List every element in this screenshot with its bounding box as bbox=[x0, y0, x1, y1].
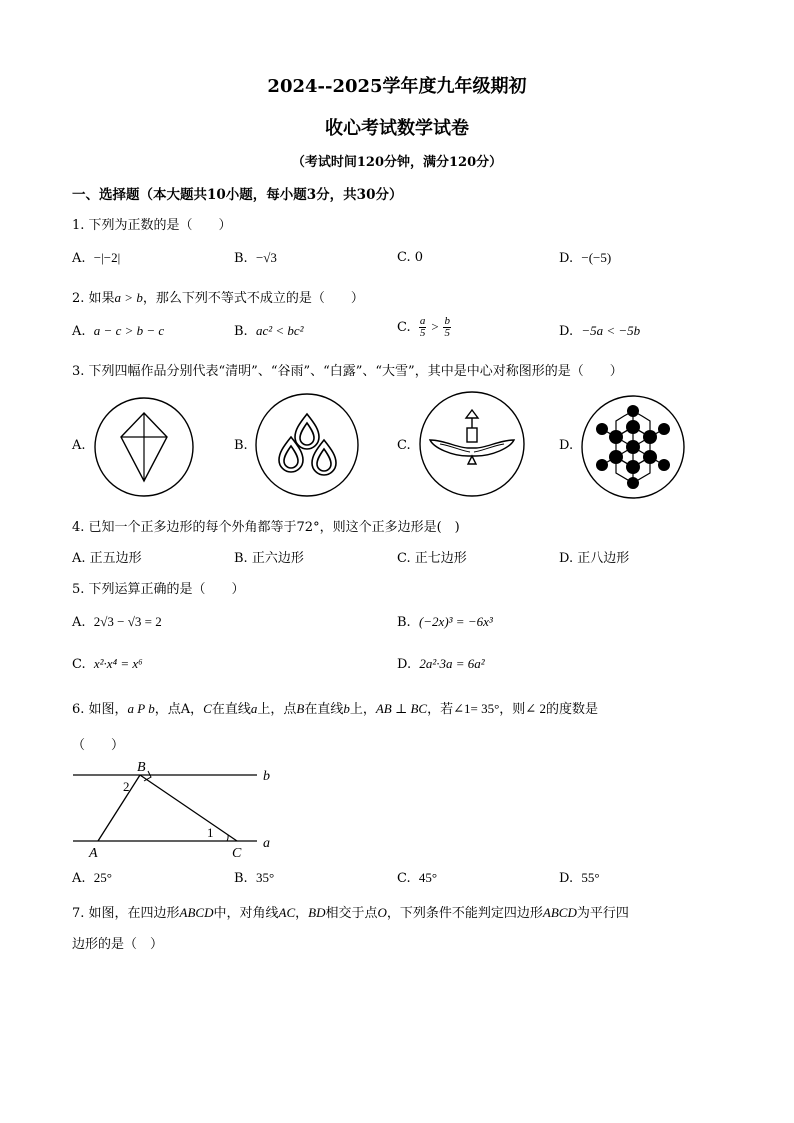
q3-option-b-label: B. bbox=[234, 438, 248, 453]
q6-label-A: A bbox=[89, 846, 98, 861]
q4-option-a: A. 正五边形 bbox=[72, 551, 142, 566]
question-6-stem-line2: （ ） bbox=[72, 738, 125, 753]
question-5-stem: 5. 下列运算正确的是（ ） bbox=[72, 582, 245, 597]
q6-label-line-b: b bbox=[263, 769, 270, 784]
q6-label-B: B bbox=[137, 760, 146, 775]
question-6-stem: 6. 如图，a P b，点A，C在直线a上，点B在直线b上，AB ⊥ BC，若∠1= 35°，则∠ 2的度数是 bbox=[72, 701, 598, 717]
question-4-stem: 4. 已知一个正多边形的每个外角都等于72°，则这个正多边形是( ) bbox=[72, 520, 460, 535]
q5-option-b: B. (−2x)³ = −6x³ bbox=[397, 614, 493, 630]
q4-option-c: C. 正七边形 bbox=[397, 551, 467, 566]
q5-option-a: A. 2√3 − √3 = 2 bbox=[72, 614, 162, 630]
q4-option-d: D. 正八边形 bbox=[559, 551, 630, 566]
q3-figure-d bbox=[580, 394, 686, 500]
q1-option-b: B. −√3 bbox=[234, 250, 277, 266]
q6-option-b: B. 35° bbox=[234, 870, 275, 886]
question-1-stem: 1. 下列为正数的是（ ） bbox=[72, 218, 232, 233]
question-3-stem: 3. 下列四幅作品分别代表“清明”、“谷雨”、“白露”、“大雪”，其中是中心对称图形的是（ ） bbox=[72, 364, 623, 379]
q6-label-line-a: a bbox=[263, 836, 270, 851]
q2-option-b: B. ac² < bc² bbox=[234, 323, 304, 339]
q4-option-b: B. 正六边形 bbox=[234, 551, 304, 566]
q1-option-d: D. −(−5) bbox=[559, 250, 612, 266]
q2-option-a: A. a − c > b − c bbox=[72, 323, 165, 339]
q6-label-angle-1: 1 bbox=[207, 825, 214, 840]
q3-option-d-label: D. bbox=[559, 438, 574, 453]
exam-title-line2: 收心考试数学试卷 bbox=[325, 118, 469, 139]
exam-info: （考试时间120分钟，满分120分） bbox=[291, 155, 503, 170]
q5-option-c: C. x²·x⁴ = x⁶ bbox=[72, 656, 143, 672]
q6-figure bbox=[70, 756, 285, 862]
q6-option-d: D. 55° bbox=[559, 870, 600, 886]
section-heading: 一、选择题（本大题共10小题，每小题3分，共30分） bbox=[72, 187, 403, 203]
q3-figure-a bbox=[92, 395, 196, 499]
q1-option-c: C. 0 bbox=[397, 250, 424, 265]
q6-label-angle-2: 2 bbox=[123, 779, 130, 794]
q3-figure-b bbox=[254, 392, 360, 498]
q3-option-a-label: A. bbox=[72, 438, 86, 453]
q6-option-c: C. 45° bbox=[397, 870, 438, 886]
question-2-stem: 2. 如果a > b，那么下列不等式不成立的是（ ） bbox=[72, 290, 364, 306]
q3-option-c-label: C. bbox=[397, 438, 411, 453]
q1-option-a: A. −|−2| bbox=[72, 250, 121, 266]
exam-title-line1: 2024--2025学年度九年级期初 bbox=[267, 76, 527, 97]
q3-figure-c bbox=[418, 390, 526, 498]
q5-option-d: D. 2a²·3a = 6a² bbox=[397, 656, 485, 672]
question-7-stem-line2: 边形的是（ ） bbox=[72, 937, 164, 952]
q2-option-d: D. −5a < −5b bbox=[559, 323, 641, 339]
q6-label-C: C bbox=[232, 846, 242, 861]
q6-option-a: A. 25° bbox=[72, 870, 112, 886]
q2-option-c: C. $\frac{a}{5}$ > $\frac{b}{5}$ bbox=[397, 315, 450, 339]
question-7-stem: 7. 如图，在四边形ABCD中，对角线AC，BD相交于点O，下列条件不能判定四边形ABCD为平行四 bbox=[72, 905, 629, 921]
